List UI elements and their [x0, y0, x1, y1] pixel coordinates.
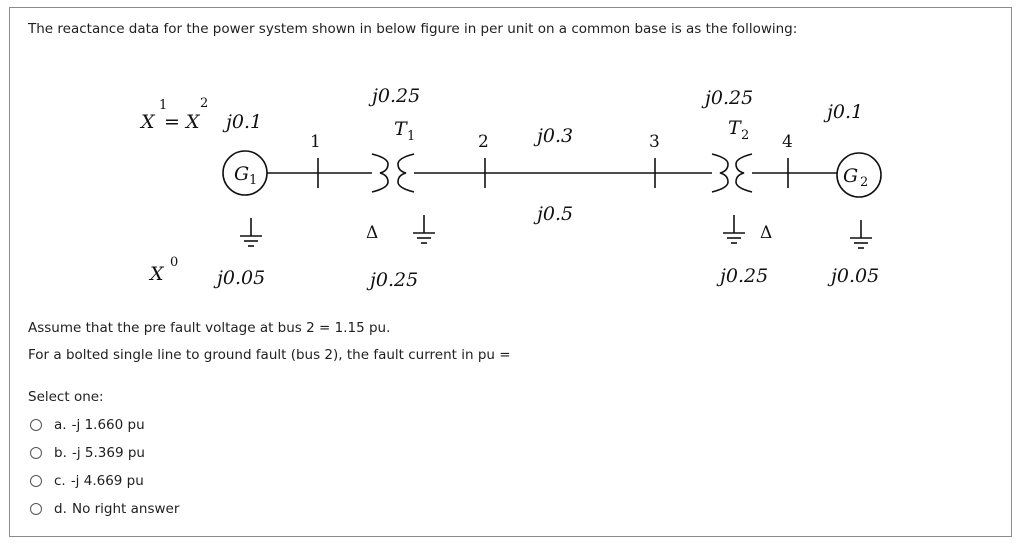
option-b[interactable] [30, 439, 179, 467]
x0-symbol: X [150, 263, 164, 285]
svg-text:G: G [843, 165, 859, 187]
prefault-voltage-text: Assume that the pre fault voltage at bus 2 = 1.15 pu. [28, 320, 391, 336]
x-superscript-2: 2 [200, 96, 209, 111]
g2-x0-value: j0.05 [831, 265, 880, 287]
option-c-text: -j 4.669 pu [70, 473, 144, 489]
line-x1-value: j0.3 [537, 125, 574, 147]
g2-ground-symbol [850, 220, 872, 248]
t2-delta-symbol: Δ [760, 223, 773, 243]
t2-x0-value: j0.25 [720, 265, 769, 287]
t2-label [728, 117, 749, 143]
option-d[interactable] [30, 495, 179, 523]
t1-ground-symbol [413, 215, 435, 243]
t2-ground-symbol [723, 215, 745, 243]
option-c[interactable] [30, 467, 179, 495]
x0-superscript: 0 [170, 255, 179, 270]
question-intro-text: The reactance data for the power system shown in below figure in per unit on a common base is as the following: [28, 21, 798, 37]
option-a-text: -j 1.660 pu [71, 417, 145, 433]
option-b-text: -j 5.369 pu [71, 445, 145, 461]
svg-text:T: T [394, 118, 407, 140]
bus-4-label: 4 [782, 132, 793, 152]
t2-x1-value: j0.25 [705, 87, 754, 109]
g1-x1-value: j0.1 [226, 111, 263, 133]
svg-text:2: 2 [860, 175, 869, 190]
radio-c[interactable] [30, 475, 42, 487]
transformer-t2-symbol [712, 154, 752, 192]
g1-x0-value: j0.05 [217, 267, 266, 289]
t1-label [394, 118, 415, 144]
t1-delta-symbol: Δ [366, 223, 379, 243]
svg-text:G: G [234, 163, 250, 185]
bus-2-label: 2 [478, 132, 489, 152]
x-symbol: X [141, 111, 155, 133]
x-superscript-1: 1 [159, 98, 168, 113]
option-d-text: No right answer [71, 501, 180, 517]
radio-b[interactable] [30, 447, 42, 459]
generator-g2 [837, 153, 881, 197]
option-a-letter: a. [54, 417, 67, 433]
bus-3-label: 3 [649, 132, 660, 152]
line-x0-value: j0.5 [537, 203, 574, 225]
svg-text:T: T [728, 117, 741, 139]
t1-x1-value: j0.25 [372, 85, 421, 107]
equals-x-symbol: = X [164, 111, 200, 133]
option-d-letter: d. [54, 501, 67, 517]
transformer-t1-symbol [372, 154, 414, 192]
select-one-label: Select one: [28, 389, 104, 405]
svg-text:2: 2 [741, 128, 750, 143]
positive-negative-sequence-row-label [139, 96, 208, 133]
option-c-letter: c. [54, 473, 66, 489]
bus-1-label: 1 [310, 132, 321, 152]
option-b-letter: b. [54, 445, 67, 461]
option-a[interactable] [30, 411, 179, 439]
radio-d[interactable] [30, 503, 42, 515]
g2-x1-value: j0.1 [827, 101, 864, 123]
fault-question-text: For a bolted single line to ground fault (bus 2), the fault current in pu = [28, 347, 511, 363]
g1-ground-symbol [240, 218, 262, 246]
zero-sequence-row-label [148, 255, 178, 285]
generator-g1 [223, 151, 267, 195]
answer-options [30, 411, 179, 523]
t1-x0-value: j0.25 [370, 269, 419, 291]
svg-text:1: 1 [249, 173, 258, 188]
radio-a[interactable] [30, 419, 42, 431]
one-line-wiring [267, 158, 837, 188]
svg-text:1: 1 [407, 129, 416, 144]
